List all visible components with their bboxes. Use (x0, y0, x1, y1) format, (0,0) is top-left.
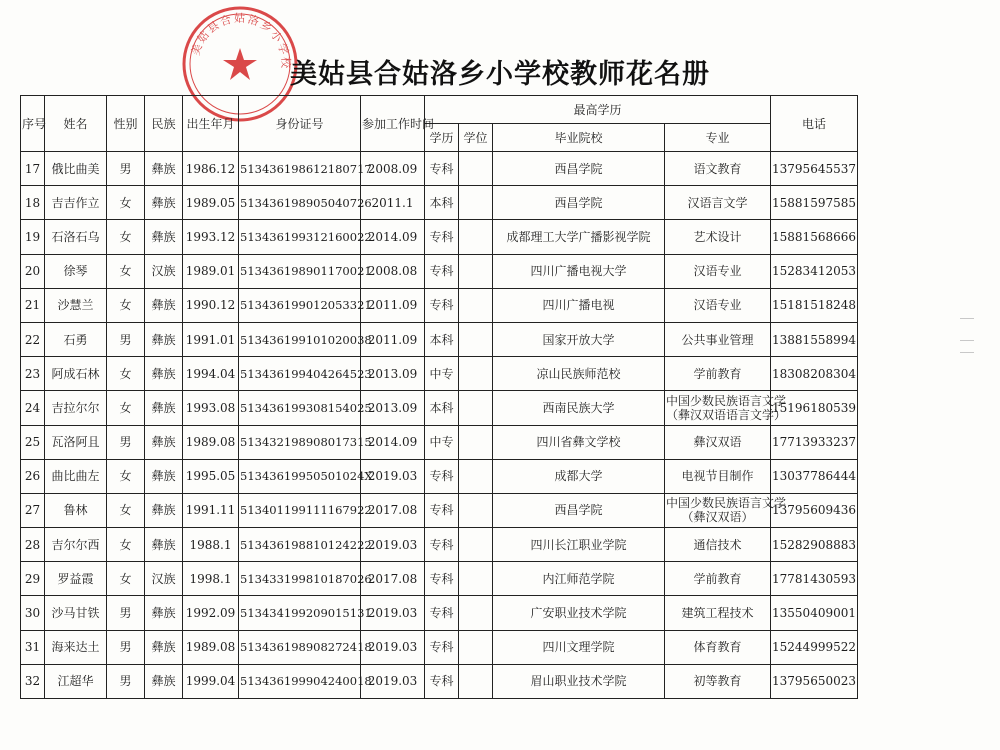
cell-birth: 1988.1 (183, 528, 239, 562)
cell-phone: 15181518248 (771, 288, 858, 322)
cell-gender: 女 (107, 391, 145, 425)
scan-mark (960, 352, 974, 353)
cell-name: 沙马甘铁 (45, 596, 107, 630)
table-row (21, 391, 858, 425)
header-work-start: 参加工作时间 (361, 96, 425, 152)
table-row (21, 528, 858, 562)
cell-name: 吉拉尔尔 (45, 391, 107, 425)
cell-seq: 22 (21, 322, 45, 356)
cell-birth: 1990.12 (183, 288, 239, 322)
cell-work-start: 2017.08 (361, 493, 425, 527)
table-row (21, 322, 858, 356)
cell-birth: 1989.05 (183, 186, 239, 220)
cell-degree-level: 本科 (425, 186, 459, 220)
cell-seq: 32 (21, 664, 45, 698)
cell-school: 广安职业技术学院 (493, 596, 665, 630)
cell-major (665, 391, 787, 425)
cell-gender: 男 (107, 596, 145, 630)
table-row (21, 220, 858, 254)
cell-major: 彝汉双语 (665, 425, 771, 459)
cell-id: 513436199308154025 (239, 391, 361, 425)
cell-id: 513436199101020038 (239, 322, 361, 356)
header-school: 毕业院校 (493, 124, 665, 152)
cell-degree-level: 中专 (425, 425, 459, 459)
cell-school: 西南民族大学 (493, 391, 665, 425)
table-row (21, 459, 858, 493)
cell-ethnicity: 彝族 (145, 596, 183, 630)
cell-ethnicity: 彝族 (145, 493, 183, 527)
cell-gender: 女 (107, 186, 145, 220)
cell-major: 学前教育 (665, 562, 771, 596)
header-major: 专业 (665, 124, 771, 152)
cell-work-start: 2011.09 (361, 322, 425, 356)
cell-work-start: 2017.08 (361, 562, 425, 596)
cell-gender: 女 (107, 220, 145, 254)
cell-seq: 18 (21, 186, 45, 220)
cell-major: 通信技术 (665, 528, 771, 562)
cell-work-start: 2008.08 (361, 254, 425, 288)
cell-name: 罗益霞 (45, 562, 107, 596)
cell-gender: 女 (107, 459, 145, 493)
cell-id: 513436198908272418 (239, 630, 361, 664)
cell-gender: 男 (107, 425, 145, 459)
cell-phone: 17713933237 (771, 425, 858, 459)
cell-major: 学前教育 (665, 357, 771, 391)
cell-work-start: 2019.03 (361, 459, 425, 493)
table-row (21, 425, 858, 459)
cell-birth: 1989.08 (183, 630, 239, 664)
header-degree-level: 学历 (425, 124, 459, 152)
cell-name: 徐琴 (45, 254, 107, 288)
cell-birth: 1993.12 (183, 220, 239, 254)
cell-major: 公共事业管理 (665, 322, 771, 356)
cell-id: 513436198901170021 (239, 254, 361, 288)
cell-work-start: 2019.03 (361, 630, 425, 664)
cell-phone: 18308208304 (771, 357, 858, 391)
cell-degree-level: 专科 (425, 459, 459, 493)
cell-gender: 男 (107, 322, 145, 356)
cell-seq: 28 (21, 528, 45, 562)
cell-seq: 20 (21, 254, 45, 288)
cell-gender: 女 (107, 493, 145, 527)
cell-birth: 1998.1 (183, 562, 239, 596)
cell-seq: 24 (21, 391, 45, 425)
cell-school: 四川广播电视大学 (493, 254, 665, 288)
cell-degree-level: 专科 (425, 630, 459, 664)
header-ethnicity: 民族 (145, 96, 183, 152)
cell-school: 四川文理学院 (493, 630, 665, 664)
table-row (21, 664, 858, 698)
cell-phone: 13037786444 (771, 459, 858, 493)
cell-name: 吉吉作立 (45, 186, 107, 220)
cell-birth: 1989.01 (183, 254, 239, 288)
cell-birth: 1993.08 (183, 391, 239, 425)
seal-ring-text: 美姑县合姑洛乡小学校 (188, 11, 293, 71)
cell-birth: 1999.04 (183, 664, 239, 698)
cell-major: 建筑工程技术 (665, 596, 771, 630)
cell-major: 电视节目制作 (665, 459, 771, 493)
cell-ethnicity: 汉族 (145, 562, 183, 596)
table-row (21, 186, 858, 220)
page-title: 美姑县合姑洛乡小学校教师花名册 (290, 59, 710, 90)
cell-major: 汉语言文学 (665, 186, 771, 220)
cell-school: 成都理工大学广播影视学院 (493, 220, 665, 254)
cell-major-line2: （彝汉双语） (681, 510, 754, 525)
cell-gender: 男 (107, 152, 145, 186)
cell-name: 沙慧兰 (45, 288, 107, 322)
cell-phone: 13795645537 (771, 152, 858, 186)
cell-id: 513436198612180717 (239, 152, 361, 186)
cell-school: 凉山民族师范校 (493, 357, 665, 391)
cell-seq: 17 (21, 152, 45, 186)
cell-ethnicity: 彝族 (145, 630, 183, 664)
cell-id: 513401199111167922 (239, 493, 361, 527)
cell-school: 国家开放大学 (493, 322, 665, 356)
cell-seq: 29 (21, 562, 45, 596)
cell-major: 汉语专业 (665, 288, 771, 322)
header-gender: 性别 (107, 96, 145, 152)
cell-name: 石勇 (45, 322, 107, 356)
cell-ethnicity: 彝族 (145, 220, 183, 254)
cell-work-start: 2011.09 (361, 288, 425, 322)
cell-name: 阿成石林 (45, 357, 107, 391)
cell-degree (459, 630, 493, 664)
cell-school: 四川省彝文学校 (493, 425, 665, 459)
cell-gender: 女 (107, 562, 145, 596)
cell-birth: 1994.04 (183, 357, 239, 391)
table-row (21, 357, 858, 391)
cell-degree-level: 专科 (425, 528, 459, 562)
cell-degree (459, 459, 493, 493)
cell-ethnicity: 彝族 (145, 186, 183, 220)
cell-school: 成都大学 (493, 459, 665, 493)
cell-work-start: 2013.09 (361, 357, 425, 391)
header-row (21, 96, 858, 124)
table-row (21, 152, 858, 186)
cell-seq: 21 (21, 288, 45, 322)
cell-ethnicity: 彝族 (145, 322, 183, 356)
cell-major-line1: 中国少数民族语言文学 (666, 496, 787, 511)
cell-birth: 1995.05 (183, 459, 239, 493)
cell-phone: 15881597585 (771, 186, 858, 220)
scan-mark (960, 318, 974, 319)
cell-major: 艺术设计 (665, 220, 771, 254)
cell-ethnicity: 彝族 (145, 152, 183, 186)
cell-major-line2: （彝汉双语语言文学） (666, 407, 787, 422)
cell-degree (459, 562, 493, 596)
cell-degree (459, 528, 493, 562)
cell-id: 513433199810187026 (239, 562, 361, 596)
cell-phone: 15196180539 (771, 391, 858, 425)
cell-seq: 19 (21, 220, 45, 254)
cell-ethnicity: 彝族 (145, 357, 183, 391)
cell-id: 513436198905040726 (239, 186, 361, 220)
cell-seq: 23 (21, 357, 45, 391)
cell-seq: 30 (21, 596, 45, 630)
cell-degree (459, 152, 493, 186)
cell-gender: 女 (107, 254, 145, 288)
cell-gender: 男 (107, 664, 145, 698)
cell-name: 瓦洛阿且 (45, 425, 107, 459)
cell-school: 四川广播电视 (493, 288, 665, 322)
cell-birth: 1989.08 (183, 425, 239, 459)
header-id: 身份证号 (239, 96, 361, 152)
cell-major-line1: 中国少数民族语言文学 (666, 393, 787, 408)
table-row (21, 596, 858, 630)
cell-degree (459, 596, 493, 630)
cell-gender: 男 (107, 630, 145, 664)
cell-work-start: 2011.1 (361, 186, 425, 220)
cell-degree-level: 本科 (425, 322, 459, 356)
cell-degree-level: 专科 (425, 152, 459, 186)
cell-degree-level: 专科 (425, 596, 459, 630)
cell-degree (459, 493, 493, 527)
cell-degree-level: 专科 (425, 288, 459, 322)
cell-major: 汉语专业 (665, 254, 771, 288)
cell-work-start: 2019.03 (361, 664, 425, 698)
cell-id: 513432198908017315 (239, 425, 361, 459)
cell-degree (459, 254, 493, 288)
cell-major: 体育教育 (665, 630, 771, 664)
cell-id: 513436198810124222 (239, 528, 361, 562)
cell-school: 西昌学院 (493, 152, 665, 186)
cell-name: 石洛石乌 (45, 220, 107, 254)
cell-degree (459, 220, 493, 254)
cell-degree-level: 专科 (425, 254, 459, 288)
cell-id: 513436199904240018 (239, 664, 361, 698)
cell-name: 曲比曲左 (45, 459, 107, 493)
cell-id: 513436199404264523 (239, 357, 361, 391)
cell-ethnicity: 汉族 (145, 254, 183, 288)
table-row (21, 493, 858, 527)
cell-gender: 女 (107, 357, 145, 391)
cell-ethnicity: 彝族 (145, 391, 183, 425)
cell-major: 初等教育 (665, 664, 771, 698)
cell-seq: 31 (21, 630, 45, 664)
cell-degree-level: 中专 (425, 357, 459, 391)
cell-degree (459, 288, 493, 322)
cell-ethnicity: 彝族 (145, 528, 183, 562)
header-name: 姓名 (45, 96, 107, 152)
header-highest-edu: 最高学历 (425, 96, 771, 124)
cell-school: 西昌学院 (493, 493, 665, 527)
cell-name: 鲁林 (45, 493, 107, 527)
cell-ethnicity: 彝族 (145, 664, 183, 698)
roster-body (21, 152, 858, 699)
table-row (21, 288, 858, 322)
cell-id: 513436199312160022 (239, 220, 361, 254)
cell-phone: 13881558994 (771, 322, 858, 356)
cell-school: 西昌学院 (493, 186, 665, 220)
cell-work-start: 2008.09 (361, 152, 425, 186)
cell-name: 江超华 (45, 664, 107, 698)
cell-birth: 1991.11 (183, 493, 239, 527)
cell-name: 俄比曲美 (45, 152, 107, 186)
cell-phone: 17781430593 (771, 562, 858, 596)
header-birth: 出生年月 (183, 96, 239, 152)
cell-id: 513436199012053321 (239, 288, 361, 322)
cell-seq: 25 (21, 425, 45, 459)
cell-id: 51343619950501024X (239, 459, 361, 493)
cell-degree (459, 186, 493, 220)
cell-birth: 1992.09 (183, 596, 239, 630)
cell-degree (459, 391, 493, 425)
cell-degree (459, 357, 493, 391)
cell-degree-level: 专科 (425, 664, 459, 698)
table-row (21, 562, 858, 596)
cell-phone: 13795650023 (771, 664, 858, 698)
cell-work-start: 2019.03 (361, 596, 425, 630)
cell-birth: 1991.01 (183, 322, 239, 356)
cell-phone: 15282908883 (771, 528, 858, 562)
table-row (21, 254, 858, 288)
cell-gender: 女 (107, 528, 145, 562)
cell-name: 海来达土 (45, 630, 107, 664)
header-seq: 序号 (21, 96, 45, 152)
header-degree: 学位 (459, 124, 493, 152)
cell-school: 眉山职业技术学院 (493, 664, 665, 698)
cell-phone: 15244999522 (771, 630, 858, 664)
cell-id: 513434199209015131 (239, 596, 361, 630)
cell-seq: 27 (21, 493, 45, 527)
cell-birth: 1986.12 (183, 152, 239, 186)
cell-school: 内江师范学院 (493, 562, 665, 596)
cell-phone: 15283412053 (771, 254, 858, 288)
cell-work-start: 2014.09 (361, 425, 425, 459)
teacher-roster-table (20, 95, 858, 699)
cell-degree (459, 664, 493, 698)
cell-degree-level: 本科 (425, 391, 459, 425)
scan-mark (960, 340, 974, 341)
cell-seq: 26 (21, 459, 45, 493)
cell-gender: 女 (107, 288, 145, 322)
cell-work-start: 2013.09 (361, 391, 425, 425)
cell-ethnicity: 彝族 (145, 425, 183, 459)
cell-degree (459, 322, 493, 356)
header-phone: 电话 (771, 96, 858, 152)
cell-degree (459, 425, 493, 459)
cell-name: 吉尔尔西 (45, 528, 107, 562)
cell-phone: 13795609436 (771, 493, 858, 527)
cell-major: 语文教育 (665, 152, 771, 186)
cell-degree-level: 专科 (425, 220, 459, 254)
cell-work-start: 2014.09 (361, 220, 425, 254)
cell-ethnicity: 彝族 (145, 288, 183, 322)
cell-ethnicity: 彝族 (145, 459, 183, 493)
cell-work-start: 2019.03 (361, 528, 425, 562)
cell-degree-level: 专科 (425, 493, 459, 527)
cell-phone: 13550409001 (771, 596, 858, 630)
cell-phone: 15881568666 (771, 220, 858, 254)
cell-major (665, 493, 787, 527)
cell-degree-level: 专科 (425, 562, 459, 596)
table-row (21, 630, 858, 664)
cell-school: 四川长江职业学院 (493, 528, 665, 562)
